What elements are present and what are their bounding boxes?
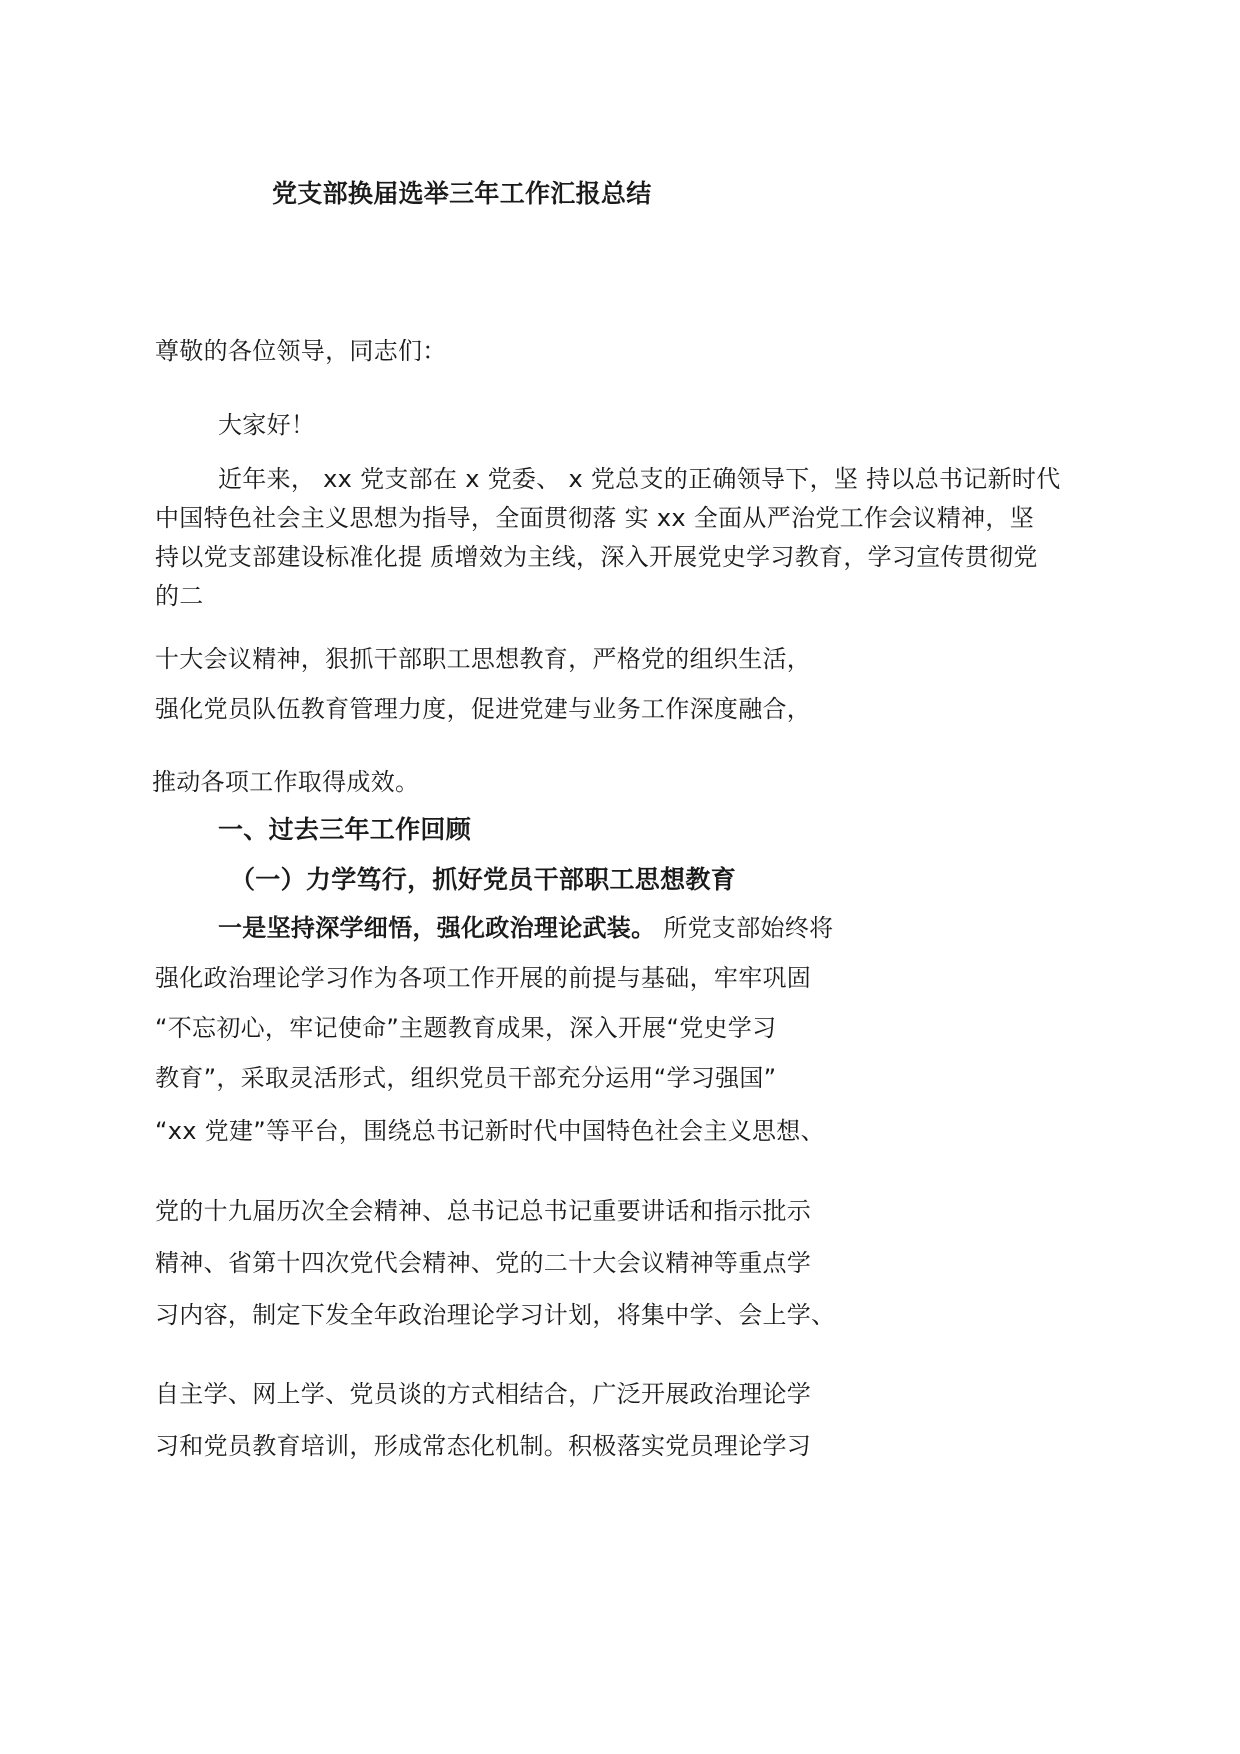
salutation: 尊敬的各位领导，同志们： <box>155 337 447 365</box>
body-line: 党的十九届历次全会精神、总书记总书记重要讲话和指示批示 <box>155 1197 812 1225</box>
body-line: 强化政治理论学习作为各项工作开展的前提与基础，牢牢巩固 <box>155 964 812 992</box>
intro-line: 近年来， xx 党支部在 x 党委、 x 党总支的正确领导下，坚 持以总书记新时代 <box>218 465 1061 493</box>
intro-line: 持以党支部建设标准化提 质增效为主线，深入开展党史学习教育，学习宣传贯彻党 <box>155 543 1038 571</box>
body-line: 自主学、网上学、党员谈的方式相结合，广泛开展政治理论学 <box>155 1380 812 1408</box>
intro-line: 推动各项工作取得成效。 <box>152 768 420 796</box>
body-line: 教育”，采取灵活形式，组织党员干部充分运用“学习强国” <box>155 1064 777 1092</box>
body-line: 习和党员教育培训，形成常态化机制。积极落实党员理论学习 <box>155 1432 812 1460</box>
section-heading: 一、过去三年工作回顾 <box>218 815 472 844</box>
body-line: “xx 党建”等平台，围绕总书记新时代中国特色社会主义思想、 <box>155 1117 825 1145</box>
body-line: “不忘初心，牢记使命”主题教育成果，深入开展“党史学习 <box>155 1014 777 1042</box>
lead-text: 所党支部始终将 <box>655 914 834 942</box>
intro-line: 十大会议精神，狠抓干部职工思想教育，严格党的组织生活， <box>155 645 812 673</box>
body-line: 习内容，制定下发全年政治理论学习计划，将集中学、会上学、 <box>155 1301 836 1329</box>
section-subheading: （一）力学笃行，抓好党员干部职工思想教育 <box>230 865 737 894</box>
lead-emphasis: 一是坚持深学细悟，强化政治理论武装。 <box>218 914 656 942</box>
intro-line: 中国特色社会主义思想为指导，全面贯彻落 实 xx 全面从严治党工作会议精神，坚 <box>155 504 1034 532</box>
greeting: 大家好！ <box>218 411 316 439</box>
body-line: 精神、省第十四次党代会精神、党的二十大会议精神等重点学 <box>155 1249 812 1277</box>
intro-line: 的二 <box>155 582 204 610</box>
intro-line: 强化党员队伍教育管理力度，促进党建与业务工作深度融合， <box>155 695 812 723</box>
document-title: 党支部换届选举三年工作汇报总结 <box>272 179 652 208</box>
lead-paragraph-line <box>218 912 833 944</box>
